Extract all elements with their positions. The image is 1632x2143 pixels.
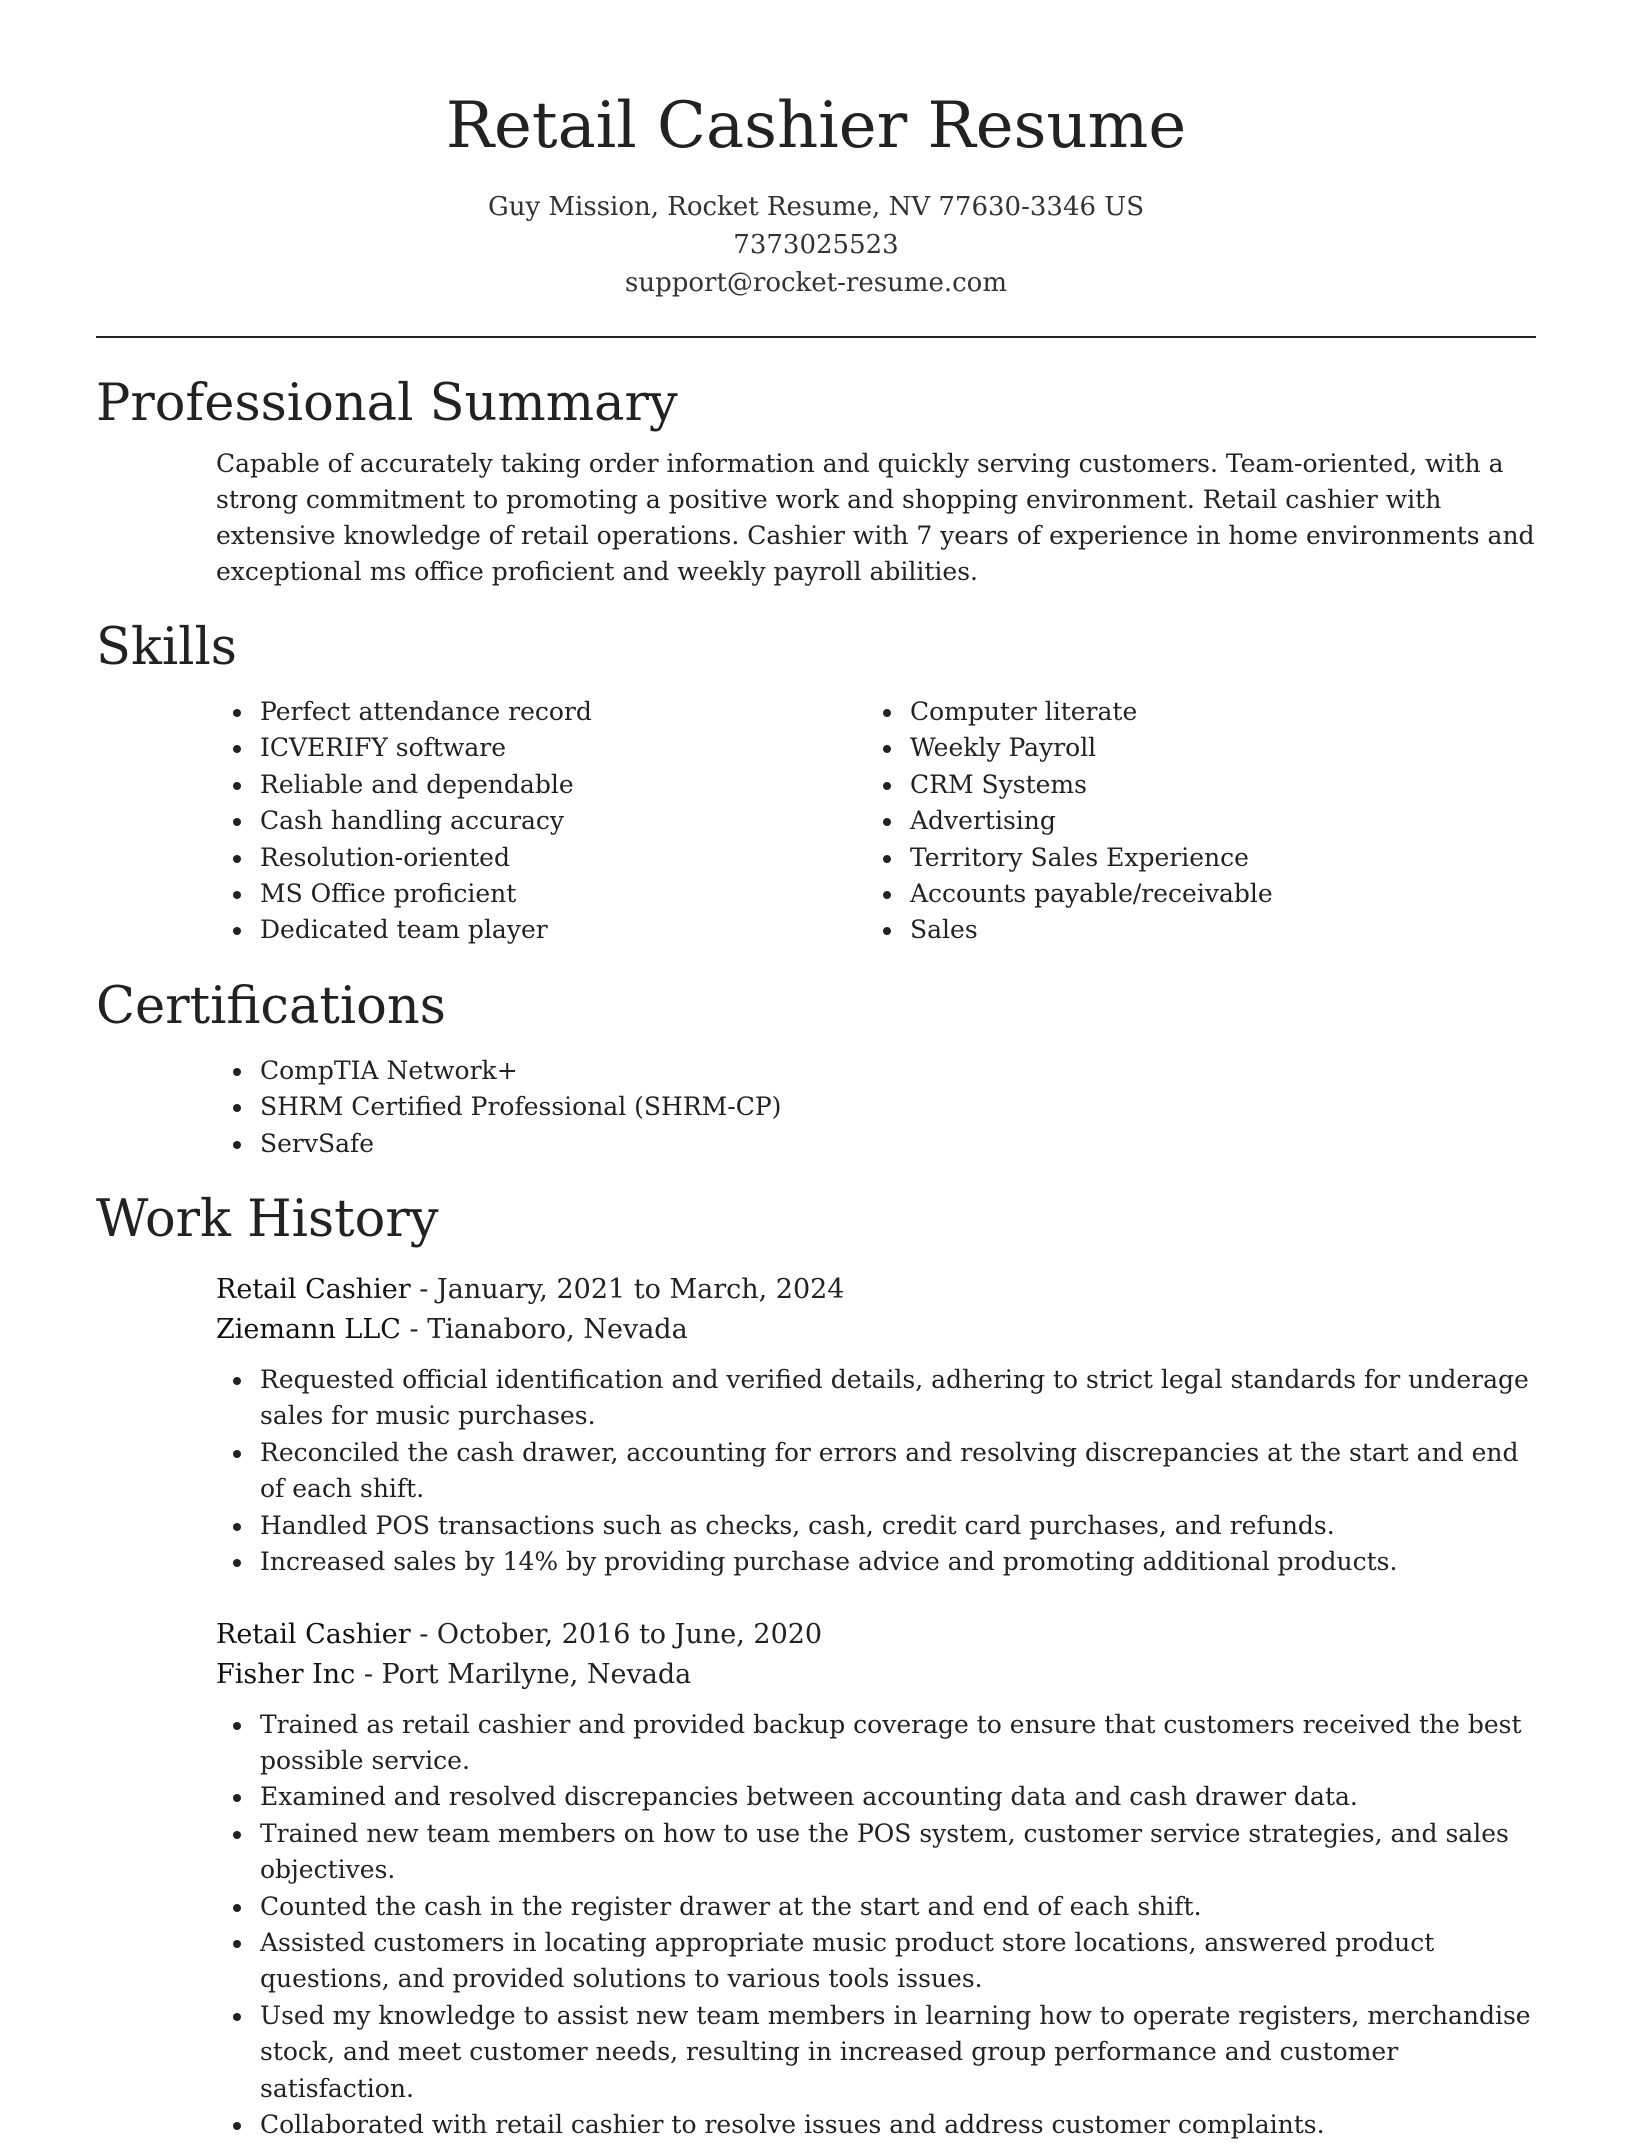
contact-email: support@rocket-resume.com [96,264,1536,302]
contact-address: Guy Mission, Rocket Resume, NV 77630-3346 US [96,188,1536,226]
job-bullet: Increased sales by 14% by providing purchase advice and promoting additional products. [260,1544,1536,1580]
job-bullet: Handled POS transactions such as checks, cash, credit card purchases, and refunds. [260,1508,1536,1544]
work-history-heading: Work History [96,1190,1536,1250]
skills-section [96,590,1536,949]
skills-list-left [96,694,746,949]
skill-item: Weekly Payroll [910,730,1273,766]
job-company: Fisher Inc [216,1659,355,1690]
contact-phone: 7373025523 [96,226,1536,264]
job-location: - Tianaboro, Nevada [401,1314,688,1345]
job-bullet: Trained as retail cashier and provided backup coverage to ensure that customers received the best possible service. [260,1707,1536,1780]
skill-item: ICVERIFY software [260,730,746,766]
certifications-heading: Certifications [96,977,1536,1037]
skill-item: Accounts payable/receivable [910,876,1273,912]
job-dates: - January, 2021 to March, 2024 [411,1274,845,1305]
skill-item: Sales [910,912,1273,948]
skill-item: Territory Sales Experience [910,840,1273,876]
job-bullet: Requested official identification and verified details, adhering to strict legal standards for underage sales for music purchases. [260,1362,1536,1435]
job-title-line [216,1615,1536,1655]
job-location: - Port Marilyne, Nevada [355,1659,691,1690]
skill-item: Reliable and dependable [260,767,746,803]
job-bullets [216,1362,1536,1580]
job-title-line [216,1270,1536,1310]
job-bullet: Collaborated with retail cashier to resolve issues and address customer complaints. [260,2107,1536,2143]
summary-heading: Professional Summary [96,374,1536,434]
certification-item: SHRM Certified Professional (SHRM-CP) [260,1089,1536,1125]
skills-list-right [746,694,1273,949]
summary-section [96,338,1536,590]
job-entry [216,1615,1536,2143]
skill-item: Dedicated team player [260,912,746,948]
job-company-line [216,1655,1536,1695]
resume-title: Retail Cashier Resume [96,86,1536,166]
job-company-line [216,1310,1536,1350]
certification-item: CompTIA Network+ [260,1053,1536,1089]
skill-item: Perfect attendance record [260,694,746,730]
skill-item: Computer literate [910,694,1273,730]
contact-info [96,188,1536,302]
job-bullet: Trained new team members on how to use the POS system, customer service strategies, and sales objectives. [260,1816,1536,1889]
certifications-list [96,1053,1536,1162]
resume-header [96,0,1536,302]
certification-item: ServSafe [260,1126,1536,1162]
job-title: Retail Cashier [216,1274,411,1305]
job-company: Ziemann LLC [216,1314,401,1345]
job-bullet: Counted the cash in the register drawer at the start and end of each shift. [260,1889,1536,1925]
certifications-section [96,949,1536,1162]
job-bullets [216,1707,1536,2143]
skill-item: Resolution-oriented [260,840,746,876]
job-bullet: Used my knowledge to assist new team members in learning how to operate registers, merchandise stock, and meet customer needs, resulting in increased group performance and customer satisfaction. [260,1998,1536,2107]
work-history-section [96,1162,1536,2143]
summary-text: Capable of accurately taking order information and quickly serving customers. Team-oriented, with a strong commitment to promoting a positive work and shopping environment. Retail cashier with extensive knowledge of retail operations. Cashier with 7 years of experience in home environments and exceptional ms office proficient and weekly payroll abilities. [216,446,1536,590]
job-bullet: Reconciled the cash drawer, accounting for errors and resolving discrepancies at the start and end of each shift. [260,1435,1536,1508]
job-dates: - October, 2016 to June, 2020 [411,1619,822,1650]
skill-item: MS Office proficient [260,876,746,912]
skill-item: CRM Systems [910,767,1273,803]
skills-columns [96,694,1536,949]
job-bullet: Examined and resolved discrepancies between accounting data and cash drawer data. [260,1779,1536,1815]
job-title: Retail Cashier [216,1619,411,1650]
skill-item: Advertising [910,803,1273,839]
skill-item: Cash handling accuracy [260,803,746,839]
job-bullet: Assisted customers in locating appropriate music product store locations, answered product questions, and provided solutions to various tools issues. [260,1925,1536,1998]
skills-heading: Skills [96,618,1536,678]
job-entry [216,1270,1536,1580]
